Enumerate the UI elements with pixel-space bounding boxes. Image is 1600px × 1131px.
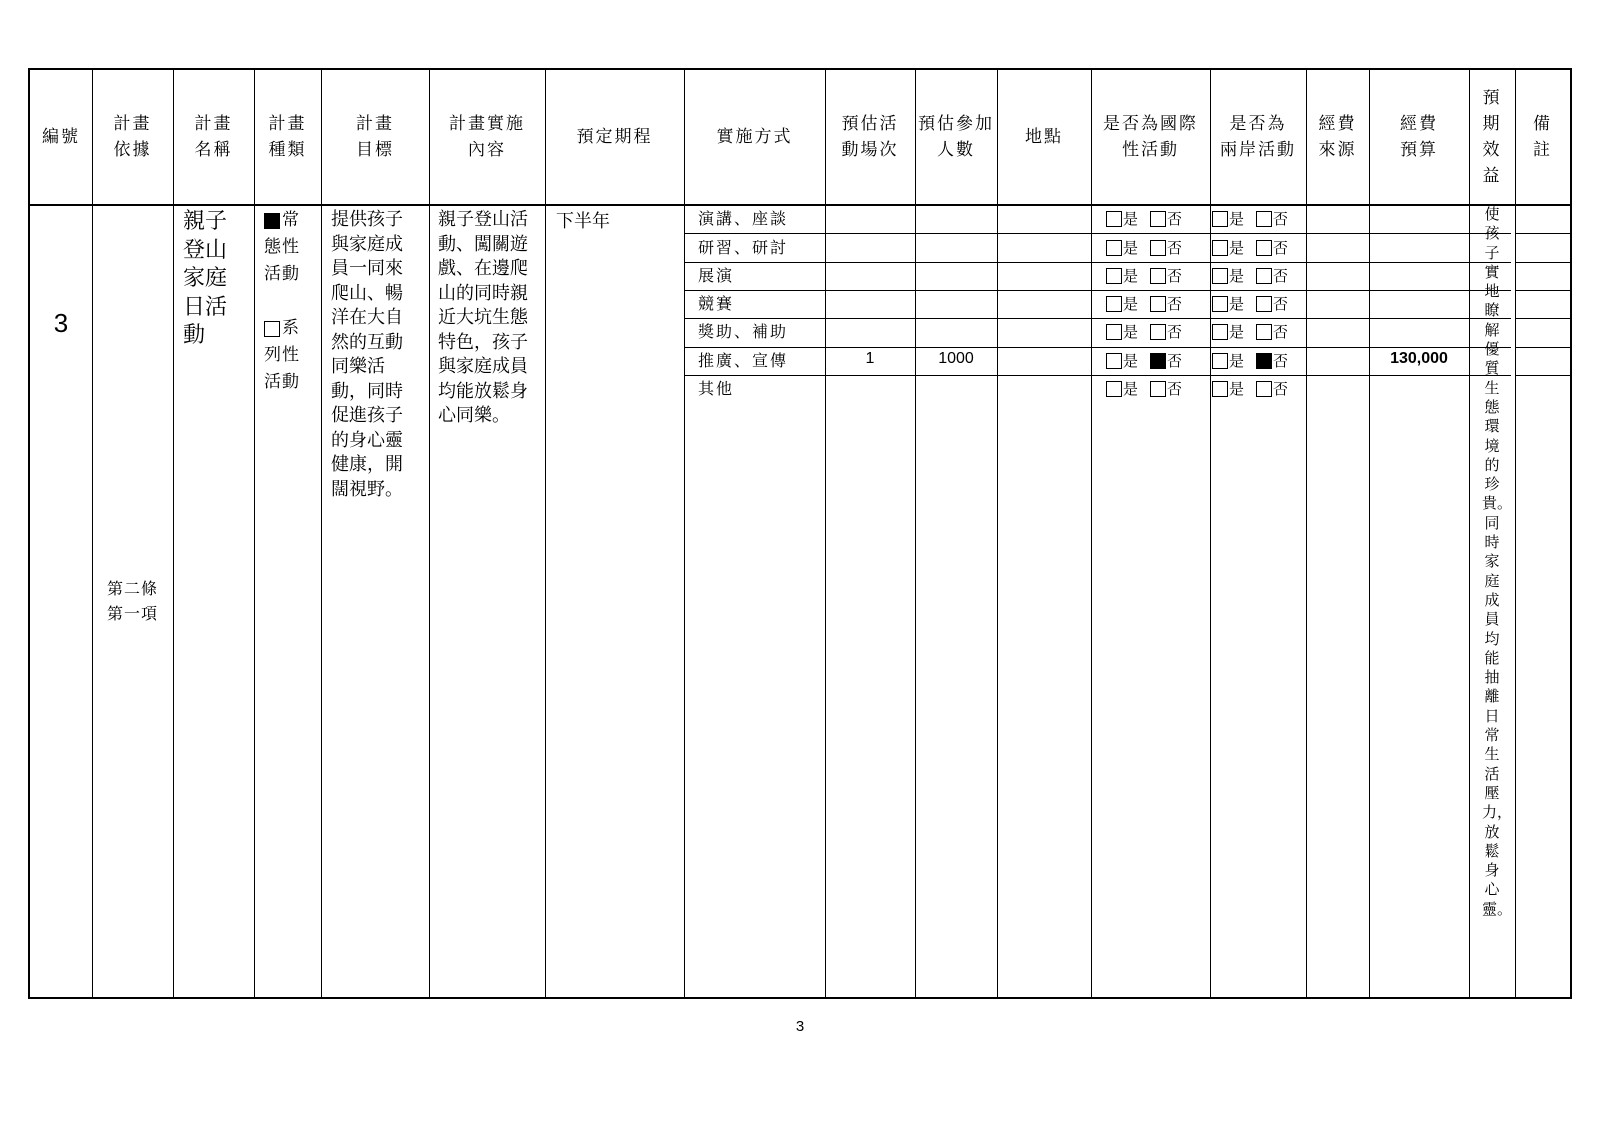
yes-label: 是 <box>1123 210 1139 228</box>
crossstrait-check-yes-checkbox[interactable] <box>1212 240 1228 256</box>
method-participants: 1000 <box>938 350 974 367</box>
header-name: 計畫 名稱 <box>194 114 233 160</box>
crossstrait-check <box>1212 375 1288 403</box>
international-check <box>1106 290 1182 318</box>
col-divider <box>1091 70 1092 997</box>
no-label: 否 <box>1273 352 1289 370</box>
no-label: 否 <box>1273 239 1289 257</box>
international-check-no-checkbox[interactable] <box>1150 353 1166 369</box>
col-divider <box>1515 70 1516 997</box>
international-check <box>1106 205 1182 233</box>
crossstrait-check-yes-checkbox[interactable] <box>1212 381 1228 397</box>
no-label: 否 <box>1273 380 1289 398</box>
crossstrait-check <box>1212 347 1288 375</box>
crossstrait-check-no-checkbox[interactable] <box>1256 268 1272 284</box>
method-label: 演講、座談 <box>698 209 789 228</box>
international-check-yes-checkbox[interactable] <box>1106 240 1122 256</box>
no-label: 否 <box>1273 210 1289 228</box>
no-label: 否 <box>1167 239 1183 257</box>
header-remark: 備 註 <box>1533 114 1552 160</box>
page-number: 3 <box>795 1018 805 1035</box>
no-label: 否 <box>1167 295 1183 313</box>
row-number: 3 <box>53 308 69 338</box>
yes-label: 是 <box>1229 295 1245 313</box>
crossstrait-check-yes-checkbox[interactable] <box>1212 211 1228 227</box>
yes-label: 是 <box>1229 267 1245 285</box>
header-type: 計畫 種類 <box>268 114 307 160</box>
col-divider <box>1369 70 1370 997</box>
no-label: 否 <box>1167 380 1183 398</box>
method-label: 競賽 <box>698 294 735 313</box>
yes-label: 是 <box>1123 323 1139 341</box>
row-divider <box>1515 290 1570 291</box>
no-label: 否 <box>1167 267 1183 285</box>
yes-label: 是 <box>1229 239 1245 257</box>
no-label: 否 <box>1273 323 1289 341</box>
header-content: 計畫實施 內容 <box>449 114 525 160</box>
yes-label: 是 <box>1229 210 1245 228</box>
crossstrait-check-yes-checkbox[interactable] <box>1212 353 1228 369</box>
header-fund-source: 經費 來源 <box>1318 114 1357 160</box>
international-check <box>1106 375 1182 403</box>
crossstrait-check-yes-checkbox[interactable] <box>1212 268 1228 284</box>
international-check-yes-checkbox[interactable] <box>1106 211 1122 227</box>
row-schedule: 下半年 <box>556 211 610 231</box>
col-divider <box>321 70 322 997</box>
col-divider <box>545 70 546 997</box>
international-check <box>1106 234 1182 262</box>
method-label: 其他 <box>698 379 735 398</box>
col-divider <box>429 70 430 997</box>
method-sessions: 1 <box>865 350 875 367</box>
no-label: 否 <box>1167 323 1183 341</box>
method-budget: 130,000 <box>1390 350 1448 367</box>
row-goal: 提供孩子 與家庭成 員一同來 爬山、暢 洋在大自 然的互動 同樂活 動，同時 促進孩子 的身心靈 健康，開 闊視野。 <box>331 209 403 499</box>
row-divider <box>1515 262 1570 263</box>
col-divider <box>1210 70 1211 997</box>
row-plan-type: 常 態性 活動 系 列性 活動 <box>264 210 300 392</box>
col-divider <box>1306 70 1307 997</box>
no-label: 否 <box>1167 352 1183 370</box>
yes-label: 是 <box>1123 267 1139 285</box>
no-label: 否 <box>1273 267 1289 285</box>
header-method: 實施方式 <box>716 127 793 147</box>
method-label: 推廣、宣傳 <box>698 351 789 370</box>
crossstrait-check <box>1212 234 1288 262</box>
col-divider <box>173 70 174 997</box>
yes-label: 是 <box>1123 295 1139 313</box>
crossstrait-check-no-checkbox[interactable] <box>1256 381 1272 397</box>
crossstrait-check-no-checkbox[interactable] <box>1256 296 1272 312</box>
no-label: 否 <box>1273 295 1289 313</box>
method-label: 展演 <box>698 266 735 285</box>
header-benefit: 預 期 效 益 <box>1482 88 1502 186</box>
international-check <box>1106 318 1182 346</box>
col-divider <box>684 70 685 997</box>
international-check-yes-checkbox[interactable] <box>1106 381 1122 397</box>
row-divider <box>1515 233 1570 234</box>
row-divider <box>1515 375 1570 376</box>
header-basis: 計畫 依據 <box>113 114 152 160</box>
crossstrait-check-yes-checkbox[interactable] <box>1212 324 1228 340</box>
yes-label: 是 <box>1123 352 1139 370</box>
header-no: 編號 <box>42 127 80 147</box>
international-check-no-checkbox[interactable] <box>1150 240 1166 256</box>
row-divider <box>1515 318 1570 319</box>
international-check-no-checkbox[interactable] <box>1150 296 1166 312</box>
header-participants: 預估參加 人數 <box>918 114 994 160</box>
row-divider <box>1515 347 1570 348</box>
method-label: 獎助、補助 <box>698 322 789 341</box>
international-check-yes-checkbox[interactable] <box>1106 296 1122 312</box>
international-check-yes-checkbox[interactable] <box>1106 324 1122 340</box>
col-divider <box>825 70 826 997</box>
row-plan-name: 親子 登山 家庭 日活 動 <box>183 208 228 347</box>
international-check <box>1106 347 1182 375</box>
header-crossstrait: 是否為 兩岸活動 <box>1220 114 1296 160</box>
crossstrait-check-no-checkbox[interactable] <box>1256 211 1272 227</box>
crossstrait-check <box>1212 205 1288 233</box>
checkbox-regular[interactable] <box>264 213 280 229</box>
col-divider <box>915 70 916 997</box>
crossstrait-check-no-checkbox[interactable] <box>1256 353 1272 369</box>
crossstrait-check <box>1212 318 1288 346</box>
row-content: 親子登山活 動、闖關遊 戲、在邊爬 山的同時親 近大坑生態 特色，孩子 與家庭成員 均能放鬆身 心同樂。 <box>438 209 528 425</box>
crossstrait-check-yes-checkbox[interactable] <box>1212 296 1228 312</box>
crossstrait-check <box>1212 262 1288 290</box>
row-benefit: 使孩子實地瞭解優質生態環境的珍貴。同時家庭成員均能抽離日常生活壓力，放鬆身心靈。 <box>1482 206 1513 918</box>
crossstrait-check-no-checkbox[interactable] <box>1256 324 1272 340</box>
yes-label: 是 <box>1123 239 1139 257</box>
header-budget: 經費 預算 <box>1400 114 1438 160</box>
international-check-no-checkbox[interactable] <box>1150 211 1166 227</box>
yes-label: 是 <box>1229 380 1245 398</box>
yes-label: 是 <box>1123 380 1139 398</box>
no-label: 否 <box>1167 210 1183 228</box>
international-check-yes-checkbox[interactable] <box>1106 353 1122 369</box>
header-goal: 計畫 目標 <box>356 114 394 160</box>
checkbox-series[interactable] <box>264 321 280 337</box>
international-check-no-checkbox[interactable] <box>1150 324 1166 340</box>
international-check <box>1106 262 1182 290</box>
crossstrait-check <box>1212 290 1288 318</box>
header-sessions: 預估活 動場次 <box>841 114 899 160</box>
yes-label: 是 <box>1229 352 1245 370</box>
international-check-yes-checkbox[interactable] <box>1106 268 1122 284</box>
header-schedule: 預定期程 <box>576 127 653 147</box>
col-divider <box>997 70 998 997</box>
international-check-no-checkbox[interactable] <box>1150 381 1166 397</box>
col-divider <box>1469 70 1470 997</box>
method-label: 研習、研討 <box>698 238 789 257</box>
header-international: 是否為國際 性活動 <box>1103 114 1198 160</box>
crossstrait-check-no-checkbox[interactable] <box>1256 240 1272 256</box>
col-divider <box>254 70 255 997</box>
row-basis: 第二條 第一項 <box>106 579 158 623</box>
international-check-no-checkbox[interactable] <box>1150 268 1166 284</box>
header-location: 地點 <box>1025 127 1063 147</box>
col-divider <box>92 70 93 997</box>
yes-label: 是 <box>1229 323 1245 341</box>
